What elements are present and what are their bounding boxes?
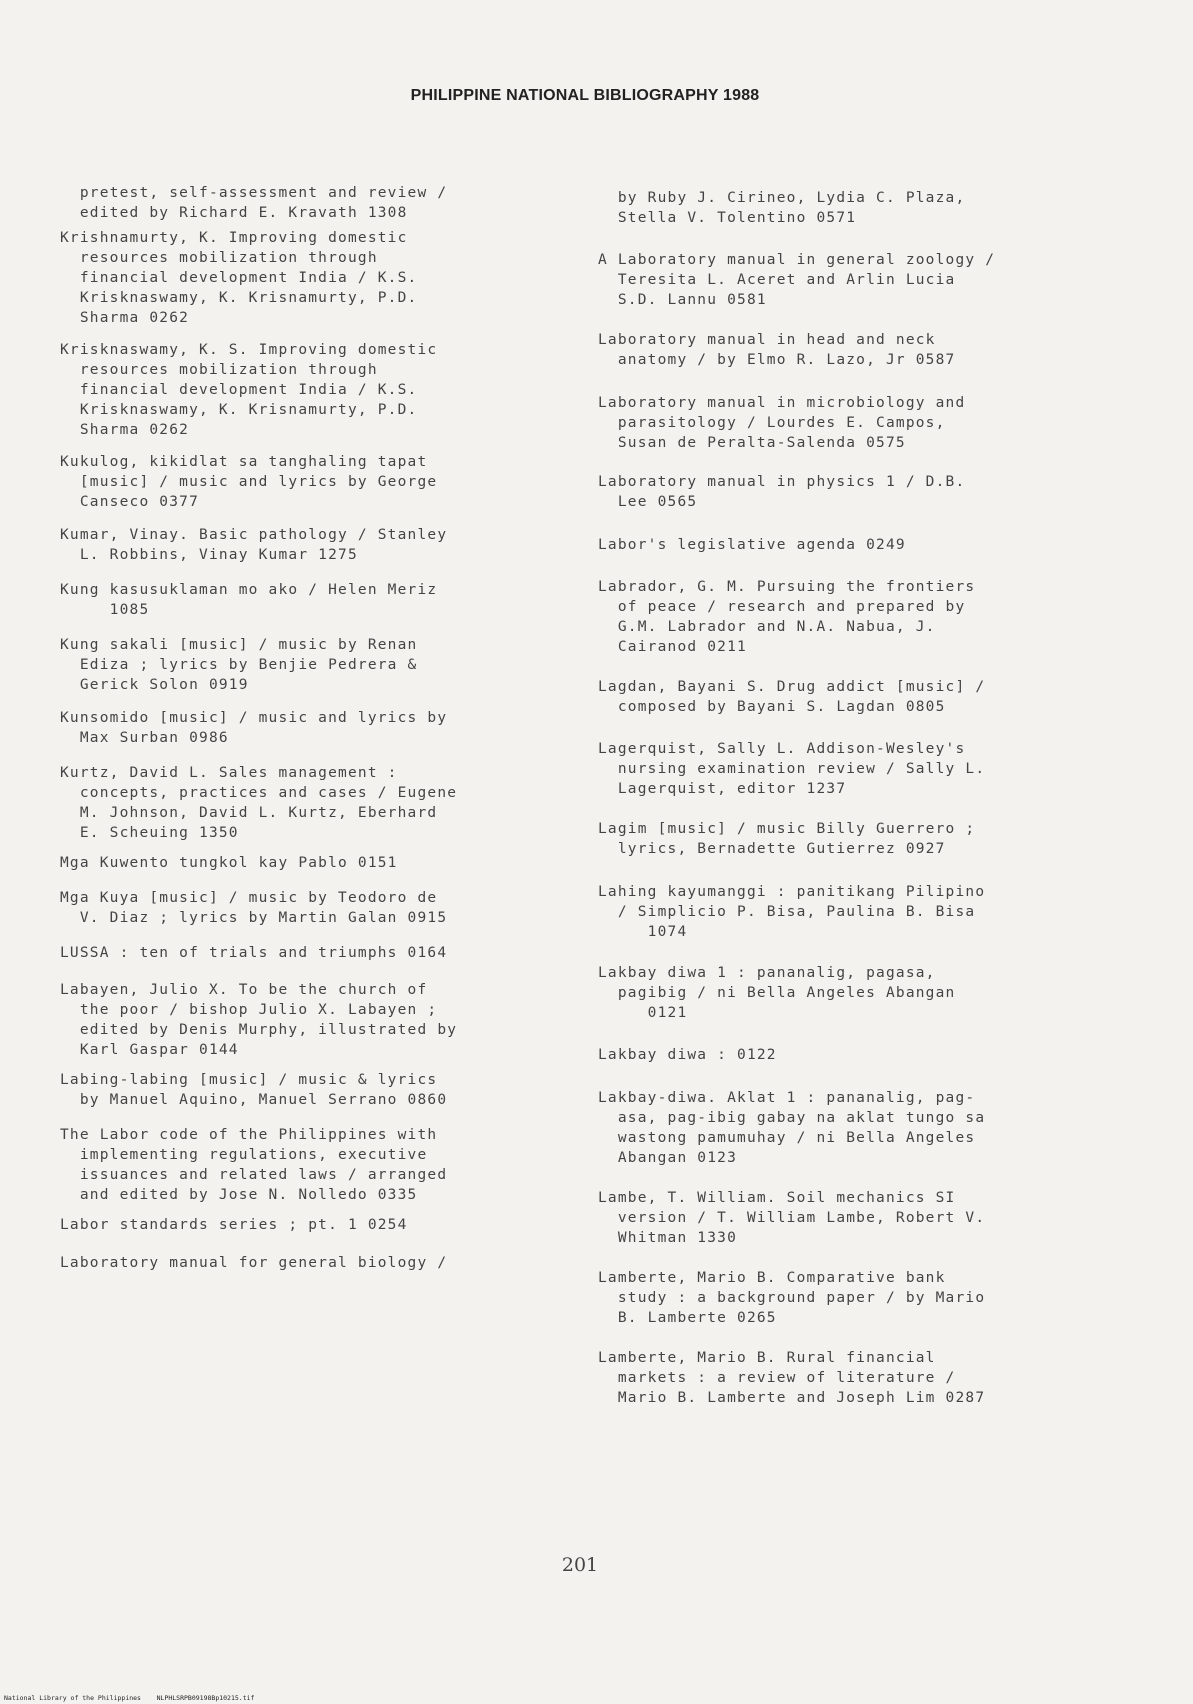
bibliography-entry: Laboratory manual in physics 1 / D.B. Lee 0565: [598, 474, 966, 510]
bibliography-entry: Lamberte, Mario B. Comparative bank study : a background paper / by Mario B. Lamberte 0265: [598, 1270, 986, 1326]
bibliography-entry: Kukulog, kikidlat sa tanghaling tapat [music] / music and lyrics by George Canseco 0377: [60, 454, 438, 510]
page-number: 201: [561, 1554, 599, 1576]
bibliography-entry: Kung kasusuklaman mo ako / Helen Meriz 1085: [60, 582, 438, 618]
bibliography-entry: Laboratory manual in head and neck anatomy / by Elmo R. Lazo, Jr 0587: [598, 332, 956, 368]
bibliography-entry: Lagdan, Bayani S. Drug addict [music] / composed by Bayani S. Lagdan 0805: [598, 679, 986, 715]
bibliography-entry: Laboratory manual for general biology /: [60, 1255, 448, 1271]
bibliography-entry: Mga Kuwento tungkol kay Pablo 0151: [60, 855, 398, 871]
scan-footer: National Library of the Philippines NLPHLSRPB09198Bp10215.tif: [4, 1694, 255, 1702]
bibliography-entry: Labayen, Julio X. To be the church of the poor / bishop Julio X. Labayen ; edited by Denis Murphy, illustrated by Karl Gaspar 0144: [60, 982, 458, 1058]
bibliography-entry: Mga Kuya [music] / music by Teodoro de V. Diaz ; lyrics by Martin Galan 0915: [60, 890, 448, 926]
bibliography-entry: Kumar, Vinay. Basic pathology / Stanley L. Robbins, Vinay Kumar 1275: [60, 527, 448, 563]
bibliography-entry: pretest, self-assessment and review / edited by Richard E. Kravath 1308: [79, 185, 448, 221]
bibliography-entry: Labor's legislative agenda 0249: [598, 537, 906, 553]
bibliography-entry: Krisknaswamy, K. S. Improving domestic resources mobilization through financial development India / K.S. Krisknaswamy, K. Krisnamurty, P.D. Sharma 0262: [60, 342, 438, 438]
bibliography-entry: Lakbay-diwa. Aklat 1 : pananalig, pag- asa, pag-ibig gabay na aklat tungo sa wastong pamumuhay / ni Bella Angeles Abangan 0123: [598, 1090, 986, 1166]
bibliography-entry: A Laboratory manual in general zoology / Teresita L. Aceret and Arlin Lucia S.D. Lannu 0581: [598, 252, 996, 308]
page-header-title: PHILIPPINE NATIONAL BIBLIOGRAPHY 1988: [410, 87, 760, 104]
bibliography-entry: Labrador, G. M. Pursuing the frontiers of peace / research and prepared by G.M. Labrador and N.A. Nabua, J. Cairanod 0211: [598, 579, 976, 655]
bibliography-entry: LUSSA : ten of trials and triumphs 0164: [60, 945, 448, 961]
bibliography-entry: Lamberte, Mario B. Rural financial markets : a review of literature / Mario B. Lamberte and Joseph Lim 0287: [598, 1350, 986, 1406]
bibliography-entry: Kurtz, David L. Sales management : concepts, practices and cases / Eugene M. Johnson, David L. Kurtz, Eberhard E. Scheuing 1350: [60, 765, 458, 841]
bibliography-entry: Lagim [music] / music Billy Guerrero ; lyrics, Bernadette Gutierrez 0927: [598, 821, 976, 857]
bibliography-entry: Lakbay diwa 1 : pananalig, pagasa, pagibig / ni Bella Angeles Abangan 0121: [598, 965, 956, 1021]
bibliography-entry: Kung sakali [music] / music by Renan Ediza ; lyrics by Benjie Pedrera & Gerick Solon 0919: [60, 637, 418, 693]
bibliography-entry: Lakbay diwa : 0122: [598, 1047, 777, 1063]
bibliography-entry: Laboratory manual in microbiology and parasitology / Lourdes E. Campos, Susan de Peralta-Salenda 0575: [598, 395, 966, 451]
bibliography-entry: Labor standards series ; pt. 1 0254: [60, 1217, 408, 1233]
bibliography-entry: Lahing kayumanggi : panitikang Pilipino / Simplicio P. Bisa, Paulina B. Bisa 1074: [598, 884, 986, 940]
bibliography-entry: The Labor code of the Philippines with implementing regulations, executive issuances and related laws / arranged and edited by Jose N. Nolledo 0335: [60, 1127, 448, 1203]
bibliography-entry: Lambe, T. William. Soil mechanics SI version / T. William Lambe, Robert V. Whitman 1330: [598, 1190, 986, 1246]
bibliography-entry: Krishnamurty, K. Improving domestic resources mobilization through financial development India / K.S. Krisknaswamy, K. Krisnamurty, P.D. Sharma 0262: [60, 230, 418, 326]
bibliography-entry: Labing-labing [music] / music & lyrics by Manuel Aquino, Manuel Serrano 0860: [60, 1072, 448, 1108]
bibliography-entry: Kunsomido [music] / music and lyrics by Max Surban 0986: [60, 710, 448, 746]
bibliography-entry: Lagerquist, Sally L. Addison-Wesley's nursing examination review / Sally L. Lagerquist, editor 1237: [598, 741, 986, 797]
bibliography-entry: by Ruby J. Cirineo, Lydia C. Plaza, Stella V. Tolentino 0571: [617, 190, 966, 226]
